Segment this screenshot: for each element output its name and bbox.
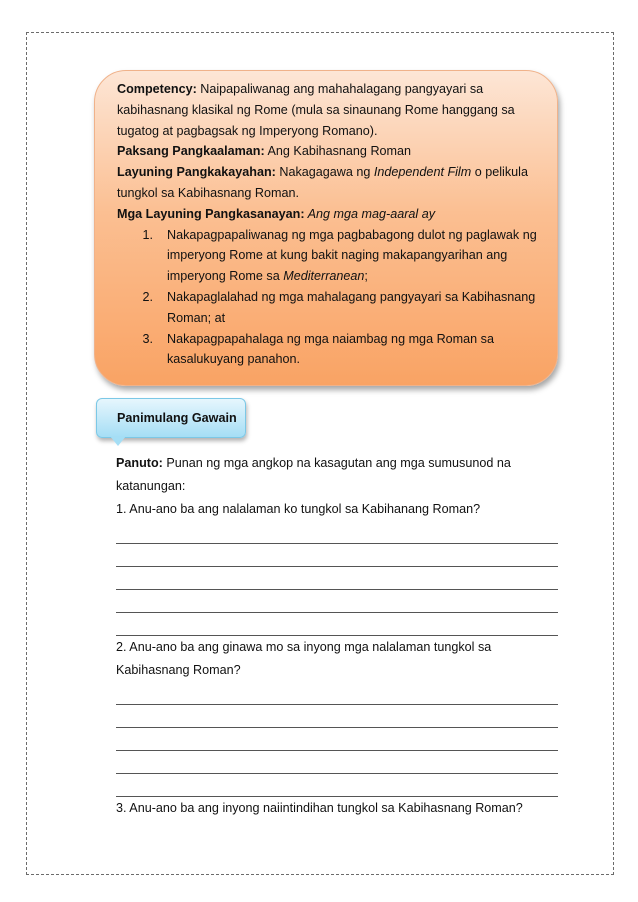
panuto-line-1: Panuto: Punan ng mga angkop na kasagutan ang mga sumusunod na — [116, 456, 511, 470]
competency-line-1: Competency: Naipapaliwanag ang mahahalagang pangyayari sa — [117, 82, 484, 96]
question-2-line-2: Kabihasnang Roman? — [116, 663, 241, 677]
answer-line[interactable] — [116, 751, 558, 774]
layunin-pangkakayahan-line: Layuning Pangkakayahan: Nakagagawa ng Independent Film o pelikula — [117, 165, 528, 180]
panuto-line-2: katanungan: — [116, 479, 186, 493]
question-2: 2. Anu-ano ba ang ginawa mo sa inyong mga nalalaman tungkol sa — [116, 640, 492, 654]
objective-1: 1. Nakapagpapaliwanag ng mga pagbabagong dulot ng paglawak ng imperyong Rome at kung bakit naging makapangyarihan ang imperyong Rome sa Mediterranean; — [142, 227, 537, 284]
question-1: 1. Anu-ano ba ang nalalaman ko tungkol sa Kabihanang Roman? — [116, 502, 481, 516]
competency-label: Competency: — [117, 82, 197, 96]
answer-line[interactable] — [116, 705, 558, 728]
competency-line-3: tugatog at pagbagsak ng Imperyong Romano). — [117, 123, 378, 138]
answer-line[interactable] — [116, 728, 558, 751]
section-tag-panimulang-gawain: Panimulang Gawain — [96, 398, 246, 438]
section-tag-pointer — [110, 436, 126, 446]
competency-box — [94, 70, 558, 386]
objective-2: 2. Nakapaglalahad ng mga mahalagang pangyayari sa Kabihasnang Roman; at — [142, 289, 536, 325]
panuto-label: Panuto: — [116, 456, 163, 470]
answer-line[interactable] — [116, 544, 558, 567]
answer-line[interactable] — [116, 682, 558, 705]
objective-3: 3. Nakapagpapahalaga ng mga naiambag ng mga Roman sa kasalukuyang panahon. — [142, 331, 494, 367]
layunin-pangkakayahan-label: Layuning Pangkakayahan: — [117, 165, 276, 180]
paksa-label: Paksang Pangkaalaman: — [117, 144, 265, 159]
answer-line[interactable] — [116, 774, 558, 797]
layunin-pangkakayahan-line-2: tungkol sa Kabihasnang Roman. — [117, 185, 300, 200]
answer-line[interactable] — [116, 613, 558, 636]
layunin-pangkasanayan-line: Mga Layuning Pangkasanayan: Ang mga mag-aaral ay — [117, 206, 435, 221]
activity-section — [116, 452, 566, 820]
answer-line[interactable] — [116, 567, 558, 590]
layunin-pangkasanayan-label: Mga Layuning Pangkasanayan: — [117, 206, 305, 221]
question-3: 3. Anu-ano ba ang inyong naiintindihan tungkol sa Kabihasnang Roman? — [116, 801, 523, 815]
competency-line-2: kabihasnang klasikal ng Rome (mula sa sinaunang Rome hanggang sa — [117, 102, 515, 117]
answer-line[interactable] — [116, 521, 558, 544]
paksa-line: Paksang Pangkaalaman: Ang Kabihasnang Roman — [117, 144, 412, 159]
answer-line[interactable] — [116, 590, 558, 613]
